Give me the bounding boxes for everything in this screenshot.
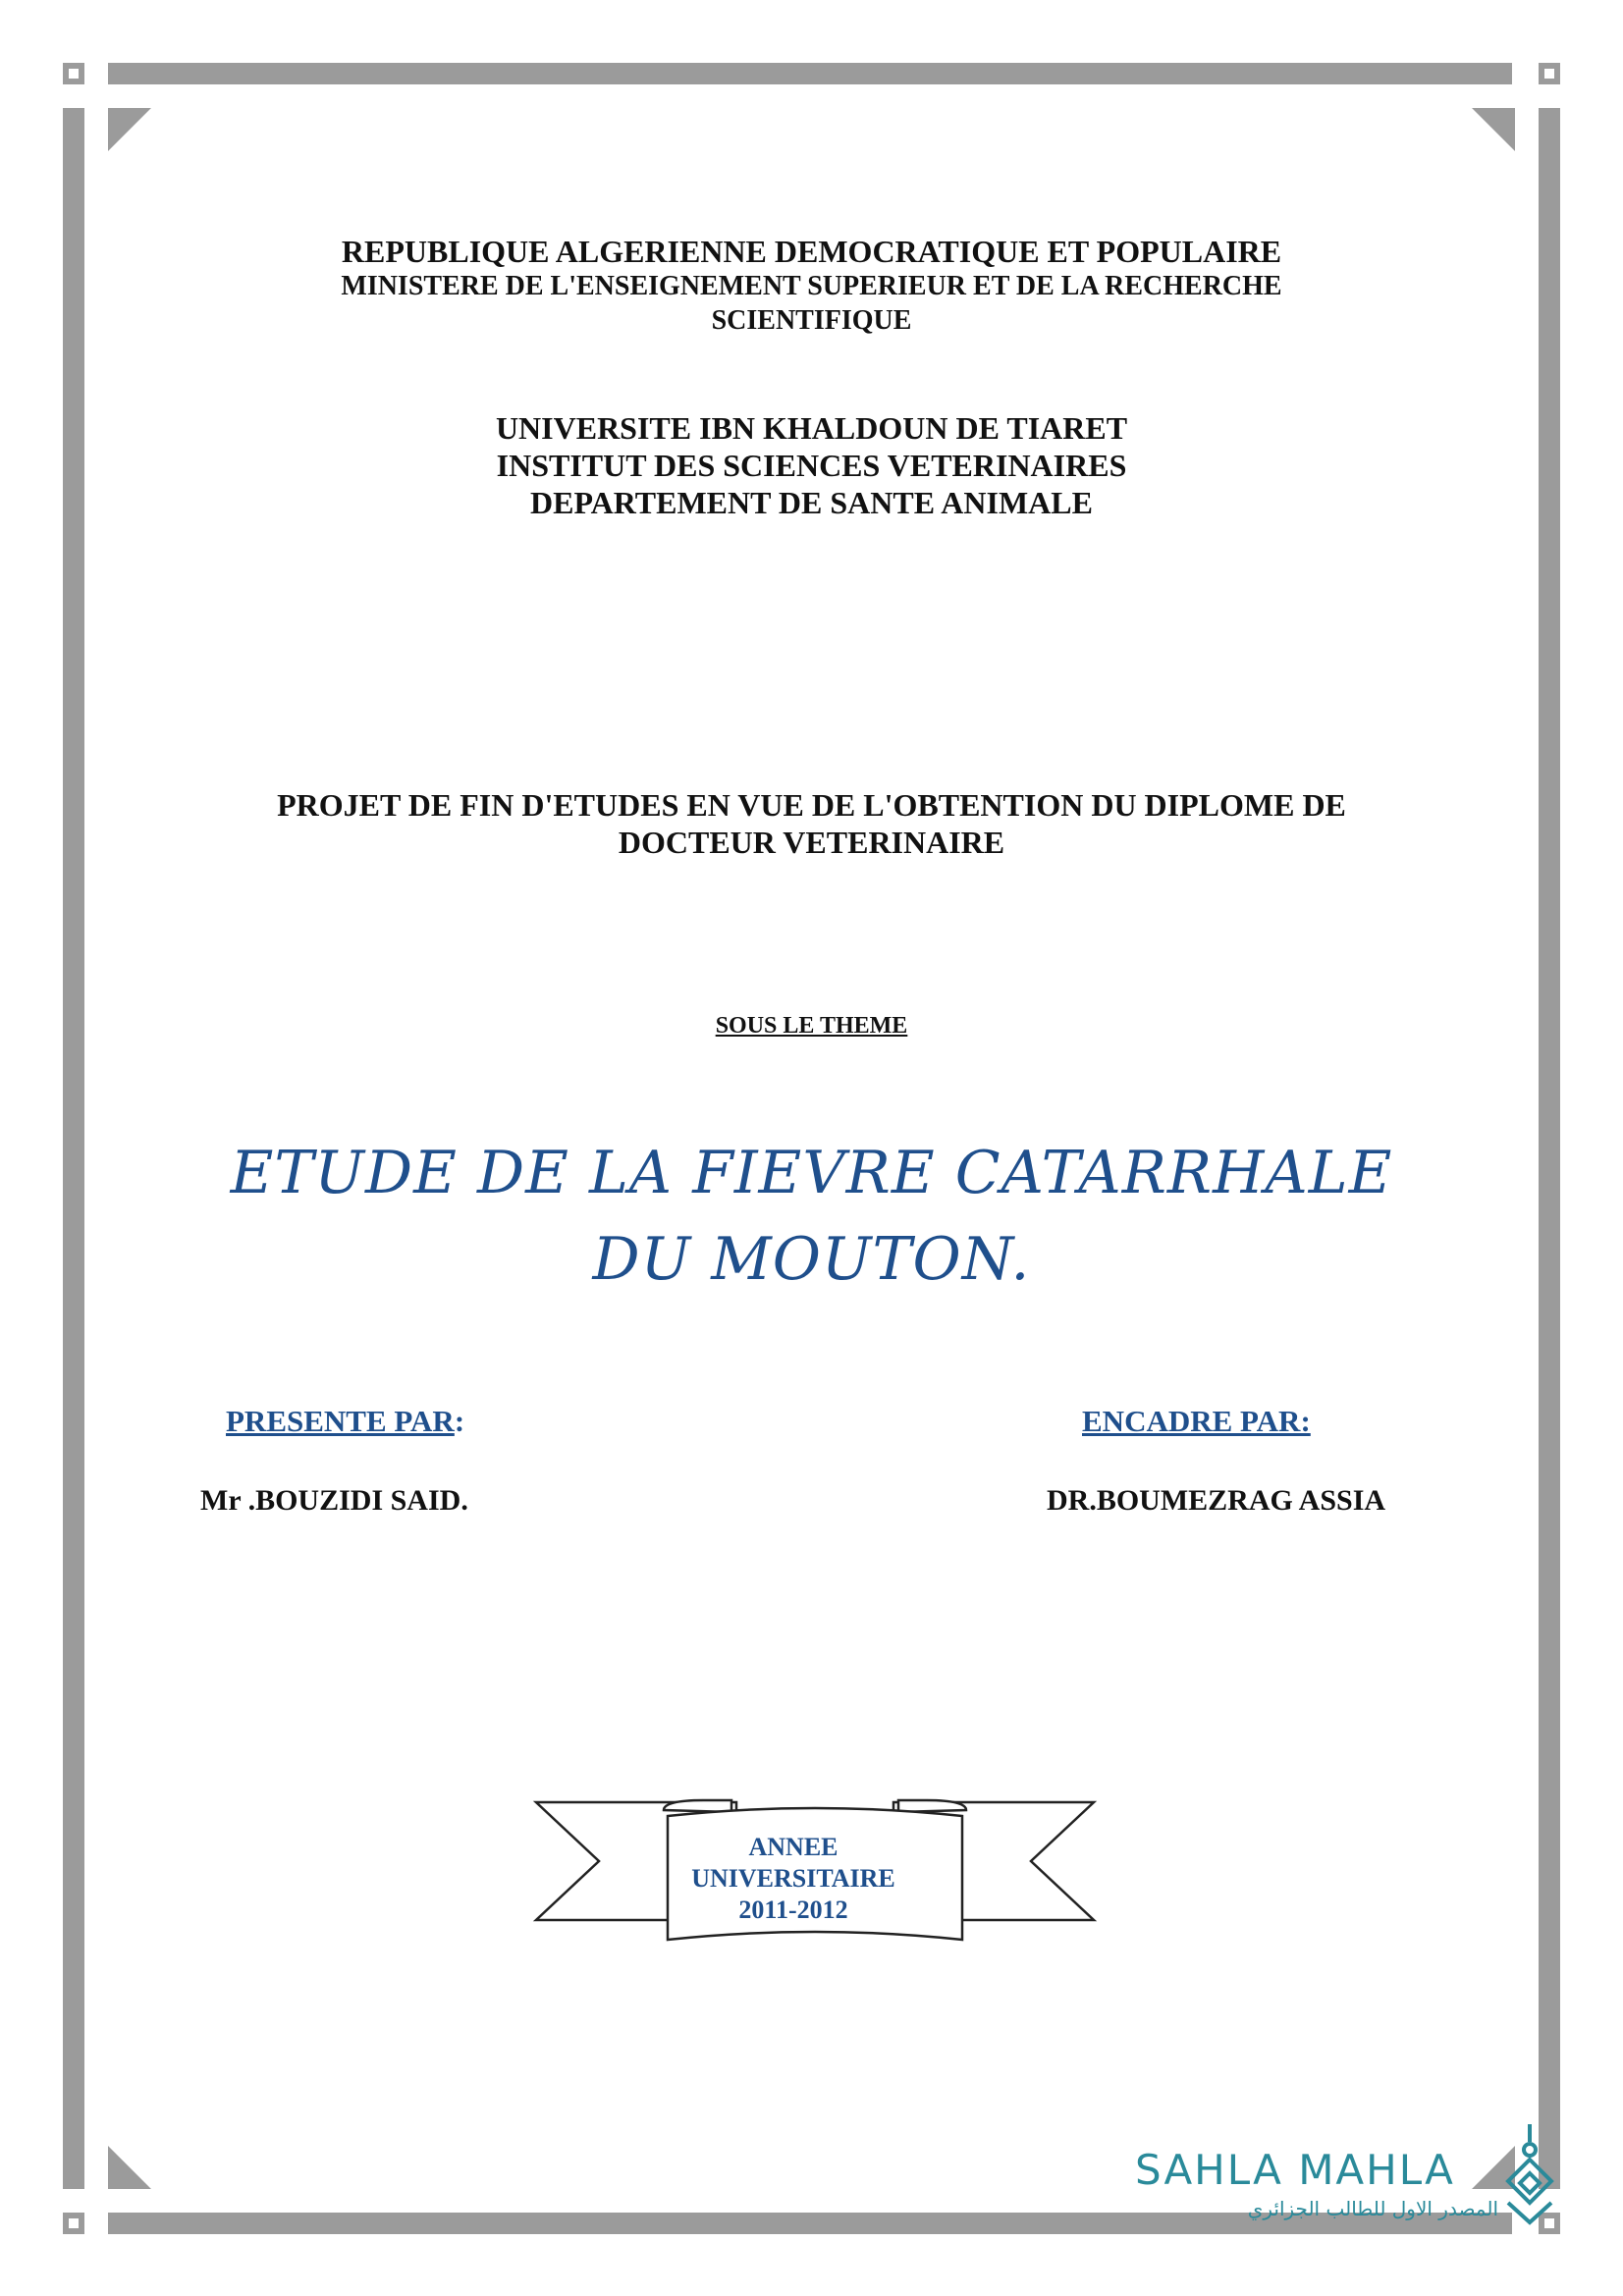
frame-top-bar xyxy=(108,63,1512,84)
supervised-by-text: ENCADRE PAR: xyxy=(1082,1404,1311,1438)
student-name: Mr .BOUZIDI SAID. xyxy=(200,1484,468,1517)
watermark-brand: SAHLA MAHLA xyxy=(1135,2146,1455,2194)
ribbon-line1: ANNEE xyxy=(748,1833,839,1861)
ribbon-line3: 2011-2012 xyxy=(738,1896,848,1924)
presented-by-text: PRESENTE PAR xyxy=(226,1404,455,1438)
department-name: DEPARTEMENT DE SANTE ANIMALE xyxy=(530,485,1093,520)
institute-name: INSTITUT DES SCIENCES VETERINAIRES xyxy=(496,448,1127,483)
frame-triangle-top-right xyxy=(1472,108,1515,151)
supervised-by-label xyxy=(1082,1404,1311,1439)
frame-corner-top-left xyxy=(63,63,84,84)
university-name: UNIVERSITE IBN KHALDOUN DE TIARET xyxy=(495,410,1128,446)
watermark-logo-icon xyxy=(1502,2120,1557,2228)
ribbon-line2: UNIVERSITAIRE xyxy=(691,1864,895,1893)
theme-label: SOUS LE THEME xyxy=(715,1013,908,1039)
frame-triangle-bottom-left xyxy=(108,2146,151,2189)
thesis-title-line2: DU MOUTON. xyxy=(592,1225,1031,1294)
watermark-tagline: المصدر الاول للطالب الجزائري xyxy=(1247,2197,1498,2220)
project-line2: DOCTEUR VETERINAIRE xyxy=(618,825,1005,860)
supervisor-name: DR.BOUMEZRAG ASSIA xyxy=(1047,1484,1386,1517)
project-line1: PROJET DE FIN D'ETUDES EN VUE DE L'OBTENTION DU DIPLOME DE xyxy=(277,787,1346,823)
ministry-heading-line1: MINISTERE DE L'ENSEIGNEMENT SUPERIEUR ET DE LA RECHERCHE xyxy=(341,271,1282,301)
republic-heading: REPUBLIQUE ALGERIENNE DEMOCRATIQUE ET POPULAIRE xyxy=(341,234,1282,269)
frame-corner-top-right xyxy=(1539,63,1560,84)
presented-by-colon: : xyxy=(454,1404,465,1438)
thesis-title-line1: ETUDE DE LA FIEVRE CATARRHALE xyxy=(230,1139,1393,1207)
presented-by-label xyxy=(226,1404,464,1439)
ministry-heading-line2: SCIENTIFIQUE xyxy=(711,305,912,336)
frame-corner-bottom-left xyxy=(63,2213,84,2234)
frame-triangle-top-left xyxy=(108,108,151,151)
